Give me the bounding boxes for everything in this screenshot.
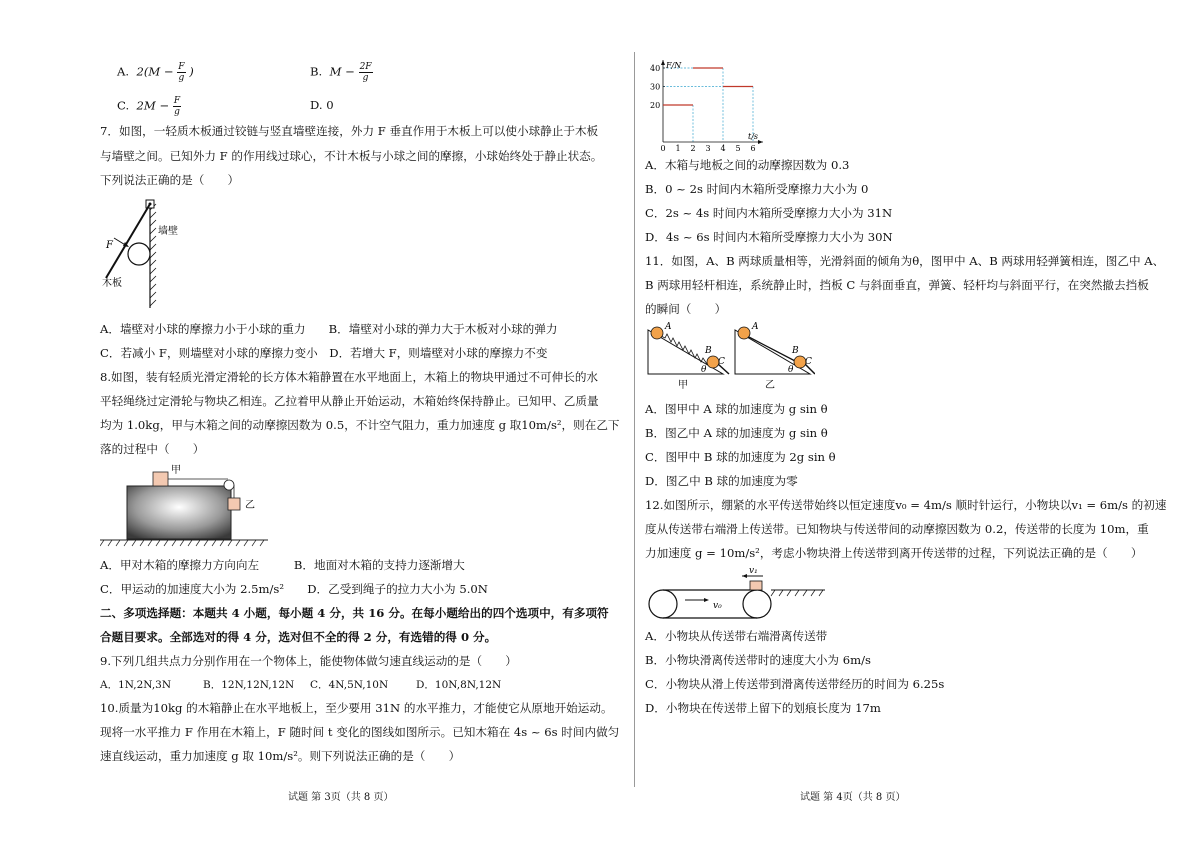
q6-option-c: C. 2M − $\frac{F}{g}$ <box>117 96 181 117</box>
ball <box>128 243 150 265</box>
figure-jia <box>648 322 729 391</box>
q6-c-fraction: $\frac{F}{g}$ <box>173 96 181 117</box>
section-2-heading-line-2: 合题目要求。全部选对的得 4 分，选对但不全的得 2 分，有选错的得 0 分。 <box>100 630 497 644</box>
x-tick-label: 1 <box>675 144 681 152</box>
x-axis-arrow <box>758 140 763 144</box>
chart-ticks <box>650 64 759 152</box>
left-roller <box>649 590 677 618</box>
wall <box>150 202 156 308</box>
q6-option-d: D. 0 <box>310 98 334 112</box>
figure-yi <box>735 322 815 391</box>
q8-stem-line-3: 均为 1.0kg，甲与木箱之间的动摩擦因数为 0.5，不计空气阻力，重力加速度 g 取10m/s²，则在乙下 <box>100 418 620 432</box>
theta-yi: θ <box>788 365 794 375</box>
q7-stem-line-2: 与墙壁之间。已知外力 F 的作用线过球心，不计木板与小球之间的摩擦，小球始终处于静止状态。 <box>100 149 603 163</box>
caption-jia: 甲 <box>678 380 688 391</box>
q11-figure <box>645 322 815 394</box>
q11-stem-line-3: 的瞬间（ ） <box>645 302 727 316</box>
q12-stem-line-3: 力加速度 g = 10m/s²，考虑小物块滑上传送带到离开传送带的过程，下列说法正确的是（ ） <box>645 546 1143 560</box>
q12-option-b: B．小物块滑离传送带时的速度大小为 6m/s <box>645 653 871 667</box>
q11-option-b: B．图乙中 A 球的加速度为 g sin θ <box>645 426 828 440</box>
x-tick-label: 4 <box>720 144 726 152</box>
q7-options-line-1: A．墙壁对小球的摩擦力小于小球的重力 B．墙壁对小球的弹力大于木板对小球的弹力 <box>100 322 558 336</box>
q12-conveyor-figure <box>645 562 830 620</box>
q9-option-c: C．4N,5N,10N <box>310 679 389 691</box>
q12-stem-line-1: 12.如图所示，绷紧的水平传送带始终以恒定速度v₀ = 4m/s 顺时针运行，小物块以v₁ = 6m/s 的初速 <box>645 498 1167 512</box>
q11-option-d: D．图乙中 B 球的加速度为零 <box>645 474 798 488</box>
label-a-yi: A <box>752 322 759 332</box>
page-4-footer: 试题 第 4页（共 8 页） <box>800 792 906 803</box>
v0-label: v₀ <box>713 601 722 611</box>
q8-stem-line-1: 8.如图，装有轻质光滑定滑轮的长方体木箱静置在水平地面上，木箱上的物块甲通过不可伸长的水 <box>100 370 599 384</box>
x-tick-label: 6 <box>750 144 756 152</box>
q10-force-time-chart <box>645 56 765 152</box>
y-tick-label: 30 <box>650 82 661 92</box>
page-3-footer: 试题 第 3页（共 8 页） <box>288 792 394 803</box>
q10-option-a: A．木箱与地板之间的动摩擦因数为 0.3 <box>645 158 850 172</box>
q11-option-c: C．图甲中 B 球的加速度为 2g sin θ <box>645 450 836 464</box>
label-c-yi: C <box>805 357 812 367</box>
q11-stem-line-1: 11．如图，A、B 两球质量相等，光滑斜面的倾角为θ，图甲中 A、B 两球用轻弹簧相连，图乙中 A、 <box>645 254 1165 268</box>
wall-label: 墙壁 <box>158 226 178 237</box>
q7-stem-line-1: 7．如图，一轻质木板通过铰链与竖直墙壁连接，外力 F 垂直作用于木板上可以使小球静止于木板 <box>100 124 599 138</box>
x-tick-label: 2 <box>690 144 696 152</box>
q7-options-line-2: C．若减小 F，则墙壁对小球的摩擦力变小 D．若增大 F，则墙壁对小球的摩擦力不变 <box>100 346 548 360</box>
q11-option-a: A．图甲中 A 球的加速度为 g sin θ <box>645 402 828 416</box>
pulley <box>224 480 234 490</box>
x-tick-label: 5 <box>735 144 741 152</box>
label-c-jia: C <box>718 357 725 367</box>
q7-figure <box>100 196 200 314</box>
y-axis-label: F/N <box>666 61 682 70</box>
wooden-box <box>127 486 231 539</box>
y-tick-label: 40 <box>650 64 661 73</box>
q6-option-b: B. M − $\frac{2F}{g}$ <box>310 62 372 83</box>
q8-stem-line-4: 落的过程中（ ） <box>100 442 205 456</box>
ground <box>100 540 268 546</box>
label-a-jia: A <box>665 322 672 332</box>
x-tick-label: 0 <box>660 144 666 152</box>
ball-a-yi <box>738 327 750 339</box>
q12-option-a: A．小物块从传送带右端滑离传送带 <box>645 629 828 643</box>
q9-option-b: B．12N,12N,12N <box>203 679 295 691</box>
q8-options-line-2: C．甲运动的加速度大小为 2.5m/s² D．乙受到绳子的拉力大小为 5.0N <box>100 582 488 596</box>
y-tick-label: 20 <box>650 101 661 110</box>
q10-option-d: D．4s ~ 6s 时间内木箱所受摩擦力大小为 30N <box>645 230 893 244</box>
q10-stem-line-1: 10.质量为10kg 的木箱静止在水平地板上，至少要用 31N 的水平推力，才能使它从原地开始运动。 <box>100 701 613 715</box>
q8-figure <box>100 462 270 548</box>
q11-stem-line-2: B 两球用轻杆相连，系统静止时，挡板 C 与斜面垂直，弹簧、轻杆均与斜面平行，在突然撤去挡板 <box>645 278 1149 292</box>
q12-option-c: C．小物块从滑上传送带到滑离传送带经历的时间为 6.25s <box>645 677 945 691</box>
label-b-jia: B <box>705 346 712 356</box>
platform <box>771 590 825 596</box>
section-2-heading-line-1: 二、多项选择题：本题共 4 小题，每小题 4 分，共 16 分。在每小题给出的四个选项中，有多项符 <box>100 606 609 620</box>
chart-series <box>663 68 753 105</box>
q6-b-fraction: $\frac{2F}{g}$ <box>359 62 372 83</box>
theta-jia: θ <box>701 365 707 375</box>
q10-option-b: B．0 ~ 2s 时间内木箱所受摩擦力大小为 0 <box>645 182 869 196</box>
q9-option-d: D．10N,8N,12N <box>416 679 502 691</box>
block-jia <box>153 472 168 486</box>
board-label: 木板 <box>102 278 122 289</box>
right-roller <box>743 590 771 618</box>
q10-stem-line-3: 速直线运动，重力加速度 g 取 10m/s²。则下列说法正确的是（ ） <box>100 749 461 763</box>
block-yi-label: 乙 <box>245 500 255 511</box>
block-jia-label: 甲 <box>171 465 181 476</box>
x-axis-label: t/s <box>748 132 759 141</box>
q10-stem-line-2: 现将一水平推力 F 作用在木箱上，F 随时间 t 变化的图线如图所示。已知木箱在 4s ~ 6s 时间内做匀 <box>100 725 620 739</box>
v1-label: v₁ <box>749 566 758 576</box>
q8-options-line-1: A．甲对木箱的摩擦力方向向左 B．地面对木箱的支持力逐渐增大 <box>100 558 465 572</box>
y-axis-arrow <box>661 60 665 65</box>
q7-stem-line-3: 下列说法正确的是（ ） <box>100 173 240 187</box>
caption-yi: 乙 <box>765 380 775 391</box>
q6-option-a: A. 2(M − $\frac{F}{g}$ ) <box>117 62 194 83</box>
small-block <box>750 581 762 590</box>
ball-a-jia <box>651 327 663 339</box>
q9-stem: 9.下列几组共点力分别作用在一个物体上，能使物体做匀速直线运动的是（ ） <box>100 654 517 668</box>
q6-a-fraction: $\frac{F}{g}$ <box>178 62 185 83</box>
q9-option-a: A．1N,2N,3N <box>100 679 172 691</box>
q12-stem-line-2: 度从传送带右端滑上传送带。已知物块与传送带间的动摩擦因数为 0.2，传送带的长度为 10m，重 <box>645 522 1149 536</box>
page-divider <box>634 52 635 787</box>
label-b-yi: B <box>792 346 799 356</box>
force-label: F <box>106 240 113 251</box>
q10-option-c: C．2s ~ 4s 时间内木箱所受摩擦力大小为 31N <box>645 206 893 220</box>
q12-option-d: D．小物块在传送带上留下的划痕长度为 17m <box>645 701 881 715</box>
block-yi <box>228 498 240 510</box>
q8-stem-line-2: 平轻绳绕过定滑轮与物块乙相连。乙拉着甲从静止开始运动，木箱始终保持静止。已知甲、乙质量 <box>100 394 599 408</box>
x-tick-label: 3 <box>705 144 711 152</box>
